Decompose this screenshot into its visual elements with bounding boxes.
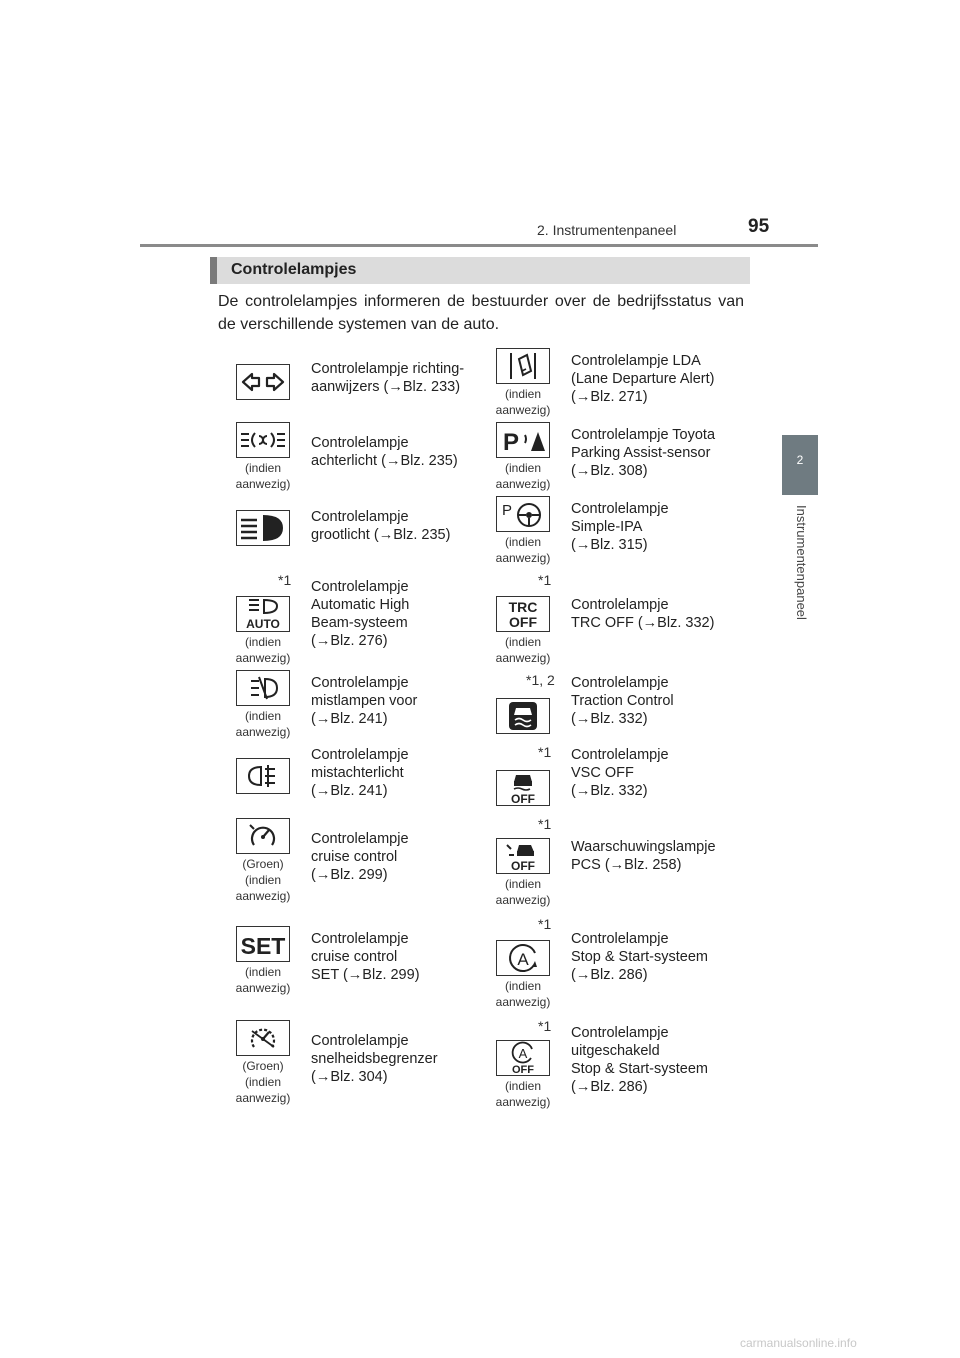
indicator-entry xyxy=(480,420,735,492)
entry-description: Controlelampje uitgeschakeld Stop & Start-systeem (→Blz. 286) xyxy=(571,1025,708,1095)
entry-note: (indien aanwezig) xyxy=(495,461,551,491)
simple-ipa-icon xyxy=(496,496,550,532)
trc-off-icon xyxy=(496,596,550,632)
entry-star: *1, 2 xyxy=(526,672,555,688)
indicator-entry xyxy=(220,572,475,665)
entry-description: Controlelampje VSC OFF (→Blz. 332) xyxy=(571,747,669,799)
set-label: SET xyxy=(240,933,286,959)
cruise-control-icon xyxy=(236,818,290,854)
entry-description: Controlelampje Simple-IPA (→Blz. 315) xyxy=(571,501,669,553)
indicator-entry xyxy=(220,816,475,903)
a-label: A xyxy=(518,1046,528,1061)
entry-note: (indien aanwezig) xyxy=(495,387,551,417)
entry-note: (indien aanwezig) xyxy=(235,461,291,491)
front-fog-icon xyxy=(236,670,290,706)
indicator-entry xyxy=(220,496,475,568)
entry-note: (indien aanwezig) xyxy=(235,635,291,665)
pcs-off-icon xyxy=(496,838,550,874)
entry-note: (indien aanwezig) xyxy=(495,979,551,1009)
indicator-entry xyxy=(480,816,735,907)
auto-label: AUTO xyxy=(246,617,280,631)
section-header xyxy=(210,257,750,284)
off-label: OFF xyxy=(511,859,535,873)
entry-note: (indien aanwezig) xyxy=(495,635,551,665)
page-number: 95 xyxy=(748,216,770,237)
entry-note: (Groen) (indien aanwezig) xyxy=(235,1059,291,1105)
side-tab-label: Instrumentenpaneel xyxy=(794,505,809,620)
p-label: P xyxy=(501,502,513,519)
entry-star: *1 xyxy=(278,572,292,588)
parking-assist-icon xyxy=(496,422,550,458)
entry-note: (indien aanwezig) xyxy=(495,877,551,907)
p-label: P xyxy=(502,429,520,456)
speed-limiter-icon xyxy=(236,1020,290,1056)
entry-description: Controlelampje cruise control (→Blz. 299) xyxy=(311,831,409,883)
entry-note: (indien aanwezig) xyxy=(495,535,551,565)
entry-star: *1 xyxy=(538,816,552,832)
entry-description: Controlelampje Toyota Parking Assist-sensor (→Blz. 308) xyxy=(571,427,716,479)
entry-description: Controlelampje cruise control SET (→Blz. 299) xyxy=(311,931,420,983)
entry-note: (Groen) (indien aanwezig) xyxy=(235,857,291,903)
indicator-entry xyxy=(480,744,735,816)
intro-paragraph: De controlelampjes informeren de bestuurder over de bedrijfsstatus van de verschillende systemen van de auto. xyxy=(218,293,744,333)
entry-description: Controlelampje richting- aanwijzers (→Blz. 233) xyxy=(311,361,465,395)
high-beam-icon xyxy=(236,510,290,546)
entry-description: Controlelampje Automatic High Beam-systeem (→Blz. 276) xyxy=(311,579,410,649)
chapter-title: 2. Instrumentenpaneel xyxy=(537,222,677,238)
entry-description: Controlelampje achterlicht (→Blz. 235) xyxy=(311,435,458,469)
section-title: Controlelampjes xyxy=(231,261,357,278)
indicator-entry xyxy=(220,420,475,492)
tail-light-icon xyxy=(236,422,290,458)
entry-description: Controlelampje TRC OFF (→Blz. 332) xyxy=(571,597,715,631)
set-icon xyxy=(236,926,290,962)
entry-star: *1 xyxy=(538,1018,552,1034)
indicator-entry xyxy=(480,494,735,566)
indicator-entry xyxy=(480,668,735,740)
lda-icon xyxy=(496,348,550,384)
side-tab[interactable] xyxy=(782,435,818,495)
indicator-entry xyxy=(220,744,475,816)
off-label: OFF xyxy=(512,1064,534,1075)
traction-control-icon xyxy=(496,698,550,734)
indicator-entry xyxy=(480,916,735,1009)
entry-description: Controlelampje mistlampen voor (→Blz. 241) xyxy=(311,675,418,727)
indicator-entry xyxy=(220,920,475,995)
header-rule xyxy=(140,244,818,247)
stop-start-off-icon xyxy=(496,1040,550,1076)
entry-description: Waarschuwingslampje PCS (→Blz. 258) xyxy=(571,839,716,873)
off-label: OFF xyxy=(511,792,535,805)
indicator-entry xyxy=(220,668,475,740)
trc-label: TRC xyxy=(508,599,538,615)
entry-description: Controlelampje grootlicht (→Blz. 235) xyxy=(311,509,451,543)
entry-description: Controlelampje mistachterlicht (→Blz. 241) xyxy=(311,747,409,799)
entry-note: (indien aanwezig) xyxy=(235,965,291,995)
entry-description: Controlelampje LDA (Lane Departure Alert) (→Blz. 271) xyxy=(571,353,715,405)
a-label: A xyxy=(517,950,529,969)
entry-star: *1 xyxy=(538,916,552,932)
watermark: carmanualsonline.info xyxy=(740,1336,857,1350)
entry-description: Controlelampje snelheidsbegrenzer (→Blz. 304) xyxy=(311,1033,438,1085)
indicator-entry xyxy=(480,1018,735,1109)
indicator-entry xyxy=(480,346,735,418)
entry-description: Controlelampje Traction Control (→Blz. 332) xyxy=(571,675,674,727)
vsc-off-icon xyxy=(496,770,550,806)
entry-description: Controlelampje Stop & Start-systeem (→Blz. 286) xyxy=(571,931,708,983)
turn-signal-icon xyxy=(236,364,290,400)
side-tab-number: 2 xyxy=(796,453,804,467)
entry-star: *1 xyxy=(538,744,552,760)
indicator-entry xyxy=(480,572,735,665)
off-label: OFF xyxy=(509,614,537,630)
entry-note: (indien aanwezig) xyxy=(235,709,291,739)
indicator-entry xyxy=(220,1018,475,1105)
rear-fog-icon xyxy=(236,758,290,794)
indicator-entry xyxy=(220,352,475,424)
stop-start-icon xyxy=(496,940,550,976)
entry-star: *1 xyxy=(538,572,552,588)
entry-note: (indien aanwezig) xyxy=(495,1079,551,1109)
auto-high-beam-icon xyxy=(236,596,290,632)
